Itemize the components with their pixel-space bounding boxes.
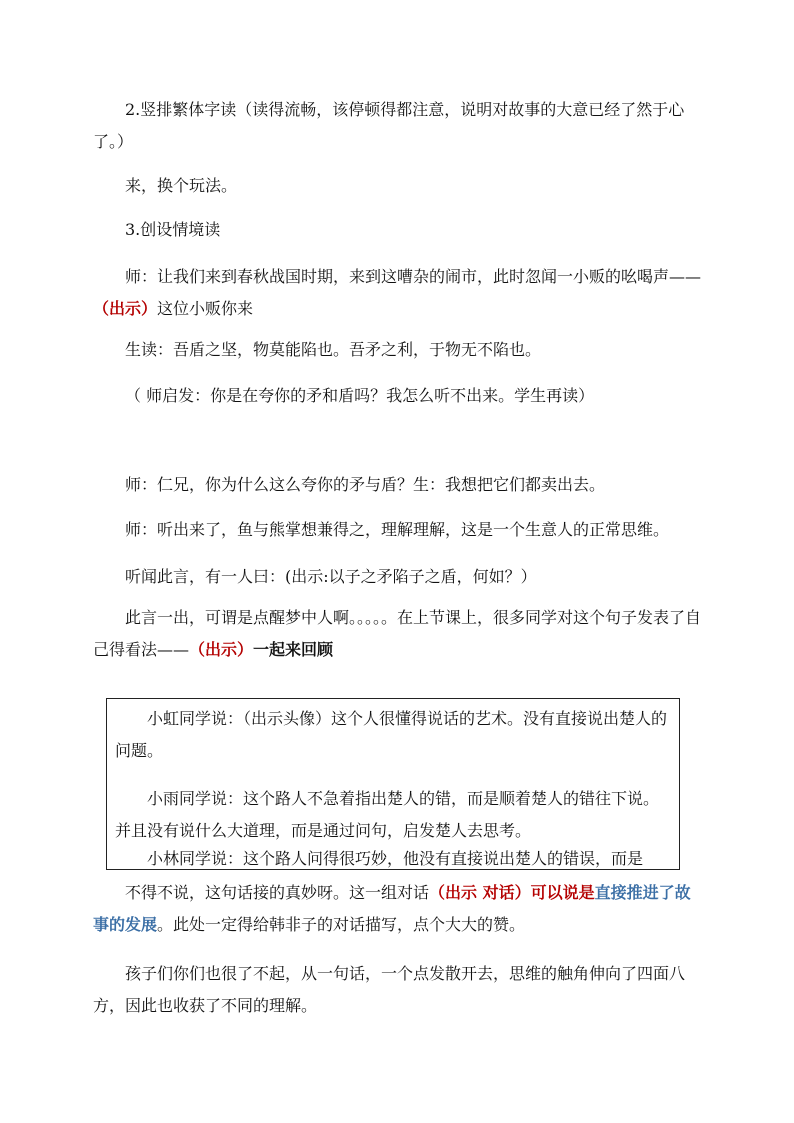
paragraph-teacher-intro [93,261,705,325]
text: 小雨同学说：这个路人不急着指出楚人的错，而是顺着楚人的错往下说。并且没有说什么大道理，而是通过问句，启发楚人去思考。 [115,789,660,840]
text: 师：让我们来到春秋战国时期，来到这嘈杂的闹市，此时忽闻一小贩的吆喝声—— [125,267,702,286]
quote-xiaoyu [115,783,670,847]
paragraph-someone-says [93,561,705,593]
blue-text: 直接推进了故事的发展 [93,883,691,934]
text: 孩子们你们也很了不起，从一句话，一个点发散开去，思维的触角伸向了四面八方，因此也收获了不同的理解。 [93,964,686,1015]
text: 听闻此言，有一人曰：(出示:以子之矛陷子之盾，何如？） [125,567,537,586]
text: 2.竖排繁体字读（读得流畅，该停顿得都注意，说明对故事的大意已经了然于心了。） [93,100,685,151]
text: 这位小贩你来 [157,299,254,318]
show-marker: （出示） [189,640,254,659]
paragraph-teacher-understand [93,514,705,546]
paragraph-teacher-prompt [125,380,737,412]
text: 不得不说，这句话接的真妙呀。这一组对话 [125,883,430,902]
paragraph-change-method [93,170,705,202]
text: 师：仁兄，你为什么这么夸你的矛与盾？生：我想把它们都卖出去。 [125,475,606,494]
text: 此言一出，可谓是点醒梦中人啊。。。。。在上节课上，很多同学对这个句子发表了自己得看法—— [93,608,702,659]
text: 师：听出来了，鱼与熊掌想兼得之，理解理解，这是一个生意人的正常思维。 [125,520,670,539]
paragraph-dialogue-praise [93,877,705,941]
quote-box [106,698,680,870]
show-marker: （出示） [93,299,158,318]
text: （ 师启发：你是在夸你的矛和盾吗？我怎么听不出来。学生再读） [125,386,595,405]
paragraph-children-praise [93,958,705,1022]
text: 小虹同学说：（出示头像）这个人很懂得说话的艺术。没有直接说出楚人的问题。 [115,709,668,760]
bold-text: 可以说是 [530,883,595,902]
quote-xiaohong [115,703,670,767]
text: 。此处一定得给韩非子的对话描写，点个大大的赞。 [157,915,526,934]
show-marker: （出示 对话） [429,883,531,902]
paragraph-review [93,602,705,666]
paragraph-vertical-reading [93,94,705,158]
text: 生读：吾盾之坚，物莫能陷也。吾矛之利，于物无不陷也。 [125,340,542,359]
bold-text: 一起来回顾 [253,640,334,659]
quote-cut-line [115,849,670,869]
text: 3.创设情境读 [125,220,221,239]
paragraph-teacher-question [93,469,705,501]
text: 小林同学说：这个路人问得很巧妙，他没有直接说出楚人的错误，而是 [147,849,644,868]
text: 来，换个玩法。 [125,176,238,195]
paragraph-scenario-heading [93,214,705,246]
paragraph-student-reading [93,334,705,366]
